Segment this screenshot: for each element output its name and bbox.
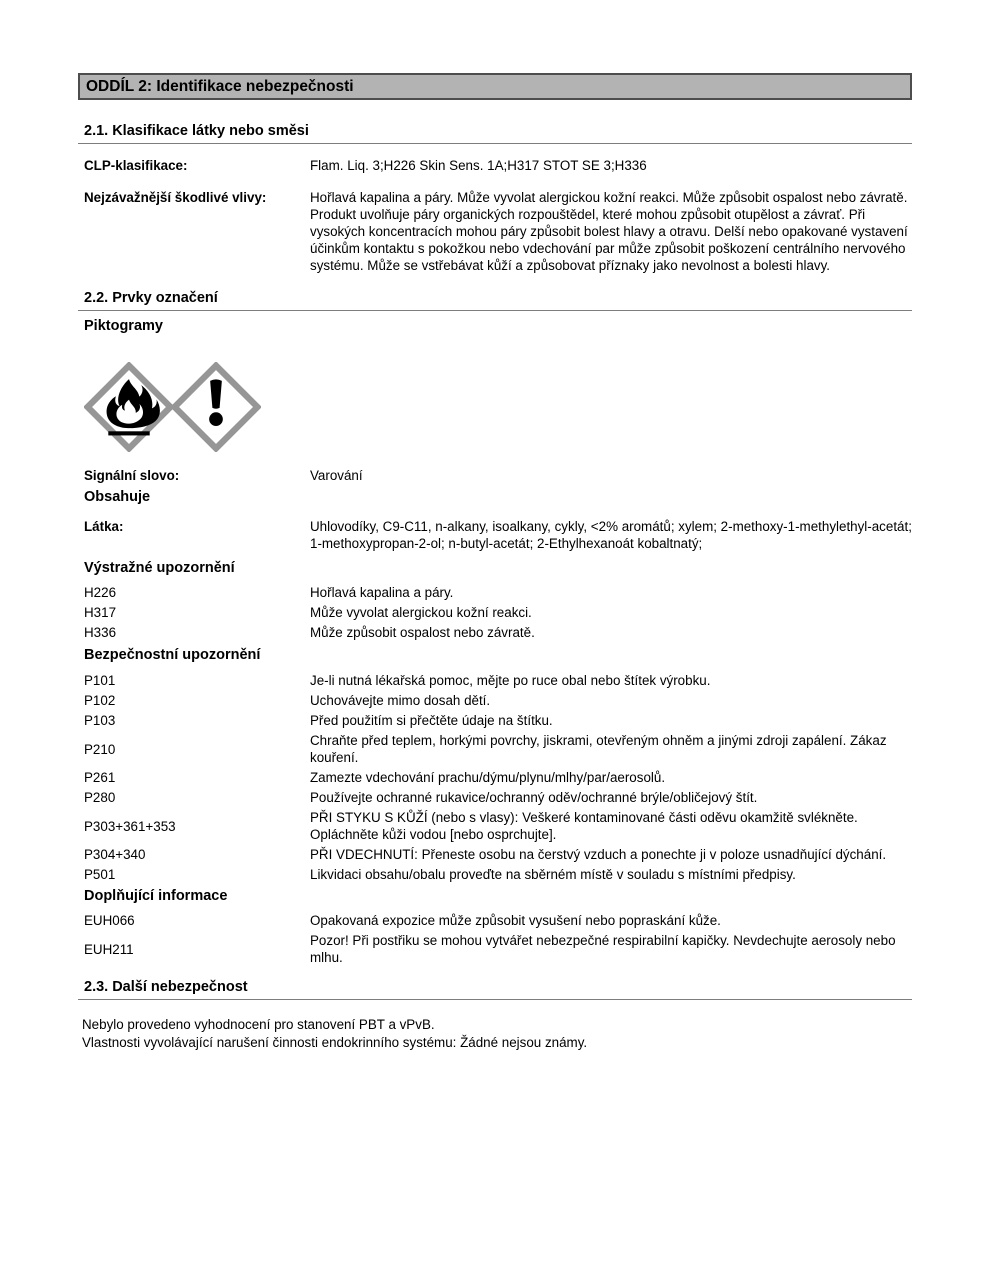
- hazard-statements-heading: Výstražné upozornění: [84, 560, 235, 576]
- precaution-row-p103: [78, 712, 912, 729]
- precaution-code: P102: [84, 693, 116, 708]
- precaution-row-p304-340: [78, 846, 912, 863]
- supplemental-text: Pozor! Při postřiku se mohou vytvářet nebezpečné respirabilní kapičky. Nevdechujte aerosoly nebo mlhu.: [310, 933, 896, 965]
- precaution-text: PŘI VDECHNUTÍ: Přeneste osobu na čerstvý vzduch a ponechte ji v poloze usnadňující dýchání.: [310, 847, 887, 862]
- ghs-pictograms: [84, 362, 912, 452]
- precaution-code: P501: [84, 867, 116, 882]
- ghs-flame-icon: [84, 362, 174, 452]
- most-serious-effects-row: [78, 189, 912, 274]
- precaution-row-p501: [78, 866, 912, 883]
- hazard-code: H336: [84, 625, 117, 640]
- supplemental-row-euh066: [78, 912, 912, 929]
- signal-word-row: [78, 467, 912, 484]
- precaution-code: P103: [84, 713, 116, 728]
- hazard-code: H317: [84, 605, 117, 620]
- precaution-row-p101: [78, 672, 912, 689]
- hazard-code: H226: [84, 585, 117, 600]
- most-serious-effects-label: Nejzávažnější škodlivé vlivy:: [84, 190, 267, 205]
- ghs-exclamation-icon: [171, 362, 261, 452]
- section-2-header-bar: [78, 73, 912, 100]
- supplemental-code: EUH211: [84, 941, 134, 957]
- precaution-code: P280: [84, 790, 116, 805]
- pbt-assessment-line: Nebylo provedeno vyhodnocení pro stanovení PBT a vPvB.: [82, 1017, 435, 1032]
- precaution-text: Uchovávejte mimo dosah dětí.: [310, 693, 491, 708]
- clp-classification-label: CLP-klasifikace:: [84, 158, 188, 173]
- section-2-title: ODDÍL 2: Identifikace nebezpečnosti: [86, 78, 354, 95]
- clp-classification-row: [78, 157, 912, 174]
- precaution-code: P303+361+353: [84, 818, 176, 834]
- section-2-3-heading: 2.3. Další nebezpečnost: [78, 978, 912, 1000]
- precaution-text: Zamezte vdechování prachu/dýmu/plynu/mlhy/par/aerosolů.: [310, 770, 666, 785]
- precaution-row-p261: [78, 769, 912, 786]
- hazard-row-h226: [78, 584, 912, 601]
- precaution-code: P304+340: [84, 847, 146, 862]
- precaution-row-p280: [78, 789, 912, 806]
- supplemental-code: EUH066: [84, 913, 135, 928]
- contains-heading: Obsahuje: [84, 489, 151, 505]
- precaution-text: Je-li nutná lékařská pomoc, mějte po ruce obal nebo štítek výrobku.: [310, 673, 711, 688]
- hazard-text: Hořlavá kapalina a páry.: [310, 585, 454, 600]
- precaution-text: Před použitím si přečtěte údaje na štítku.: [310, 713, 553, 728]
- signal-word-label: Signální slovo:: [84, 468, 180, 483]
- hazard-row-h336: [78, 624, 912, 641]
- substance-row: [78, 518, 912, 552]
- pictograms-heading: Piktogramy: [84, 318, 163, 334]
- hazard-row-h317: [78, 604, 912, 621]
- precaution-text: Likvidaci obsahu/obalu proveďte na sběrném místě v souladu s místními předpisy.: [310, 867, 796, 882]
- supplemental-row-euh211: [78, 932, 912, 966]
- substance-value: Uhlovodíky, C9-C11, n-alkany, isoalkany, cykly, <2% aromátů; xylem; 2-methoxy-1-methylethyl-acetát; 1-methoxypropan-2-ol; n-butyl-acetát; 2-Ethylhexanoát kobaltnatý;: [310, 519, 912, 551]
- most-serious-effects-value: Hořlavá kapalina a páry. Může vyvolat alergickou kožní reakci. Může způsobit ospalost nebo závratě. Produkt uvolňuje páry organických rozpouštědel, které mohou způsobit otupělost a závrať. Při vysokých koncentracích mohou páry způsobit bolest hlavy a otravu. Delší nebo opakované vystavení účinkům kontaktu s pokožkou nebo vdechování par může způsobit poškození centrálního nervového systému. Může se vstřebávat kůží a způsobovat příznaky jako nevolnost a bolesti hlavy.: [310, 190, 908, 273]
- hazard-text: Může vyvolat alergickou kožní reakci.: [310, 605, 532, 620]
- supplemental-info-heading: Doplňující informace: [84, 888, 228, 904]
- precaution-code: P261: [84, 770, 116, 785]
- clp-classification-value: Flam. Liq. 3;H226 Skin Sens. 1A;H317 STOT SE 3;H336: [310, 158, 647, 173]
- section-2-1-heading: 2.1. Klasifikace látky nebo směsi: [78, 122, 912, 144]
- precaution-row-p303-361-353: [78, 809, 912, 843]
- precaution-text: PŘI STYKU S KŮŽÍ (nebo s vlasy): Veškeré kontaminované části oděvu okamžitě svlékněte. Opláchněte kůži vodou [nebo osprchujte].: [310, 810, 858, 842]
- endocrine-disruption-line: Vlastnosti vyvolávající narušení činnosti endokrinního systému: Žádné nejsou známy.: [82, 1034, 588, 1050]
- precaution-row-p210: [78, 732, 912, 766]
- precaution-text: Chraňte před teplem, horkými povrchy, jiskrami, otevřeným ohněm a jinými zdroji zapálení. Zákaz kouření.: [310, 733, 887, 765]
- precaution-row-p102: [78, 692, 912, 709]
- precaution-text: Používejte ochranné rukavice/ochranný oděv/ochranné brýle/obličejový štít.: [310, 790, 758, 805]
- precaution-statements-heading: Bezpečnostní upozornění: [84, 647, 261, 663]
- other-hazards-text: [78, 1016, 912, 1051]
- substance-label: Látka:: [84, 519, 124, 534]
- signal-word-value: Varování: [310, 468, 363, 483]
- hazard-text: Může způsobit ospalost nebo závratě.: [310, 625, 535, 640]
- precaution-code: P210: [84, 741, 116, 757]
- section-2-2-heading: 2.2. Prvky označení: [78, 289, 912, 311]
- supplemental-text: Opakovaná expozice může způsobit vysušení nebo popraskání kůže.: [310, 913, 721, 928]
- precaution-code: P101: [84, 673, 116, 688]
